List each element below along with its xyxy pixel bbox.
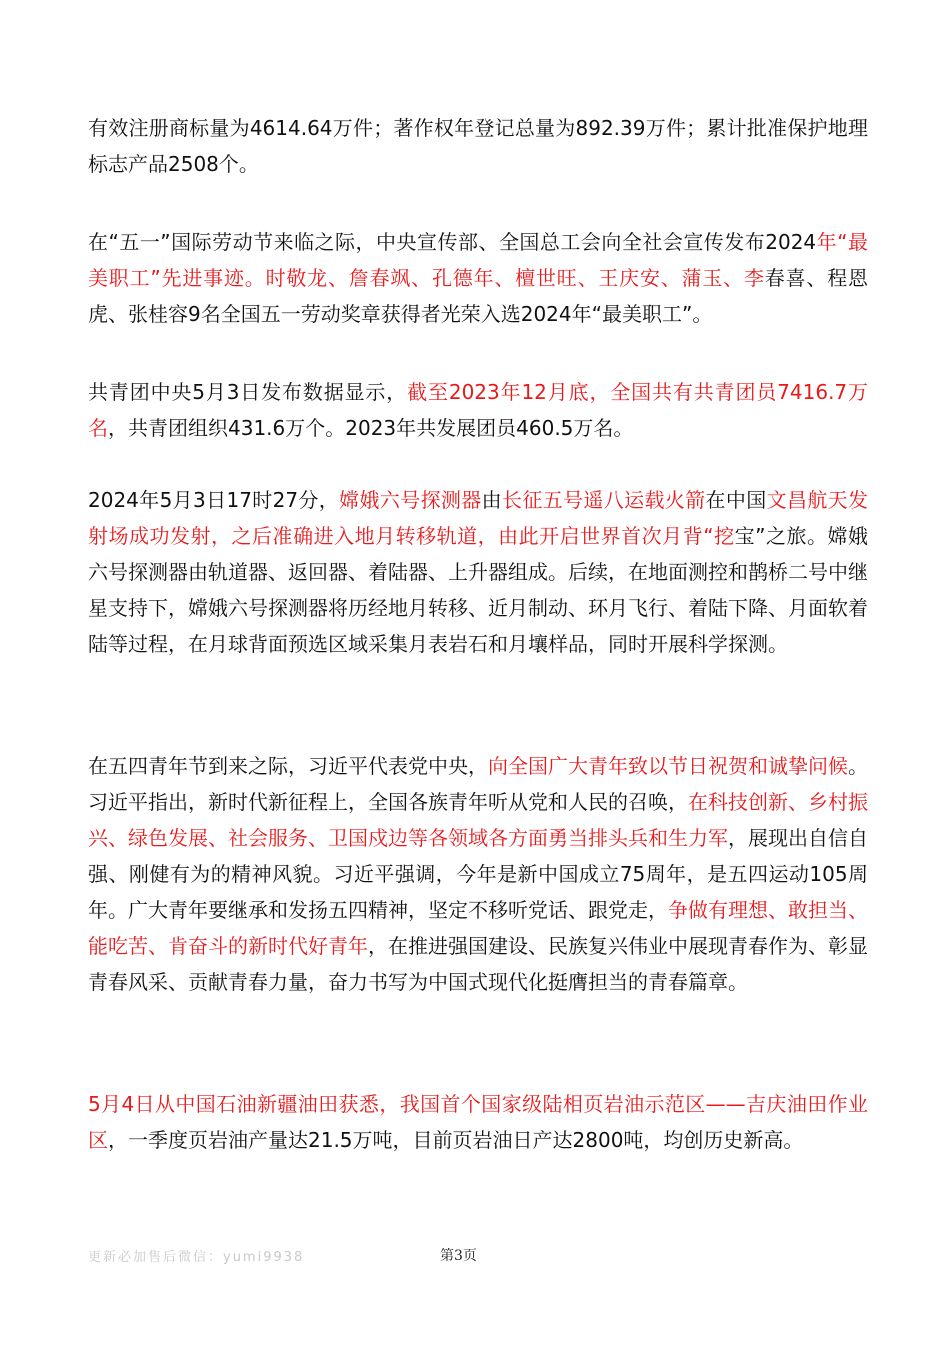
highlight-segment: 在科技创新、乡村振兴、绿色发展、社会服务、卫国戍边等各领域各方面勇当排头兵和生力军 <box>88 790 868 850</box>
paragraph-trademark-stats <box>88 110 868 182</box>
page-number: 第3页 <box>440 1248 477 1264</box>
highlight-segment: 嫦娥六号探测器 <box>339 488 482 512</box>
highlight-segment: 向全国广大青年致以节日祝贺和诚挚问候 <box>488 754 848 778</box>
paragraph-shale-oil <box>88 1086 868 1158</box>
text-segment: 春喜、程恩虎、张桂容9名全国五一劳动奖章获得者光荣入选2024年“最美职工”。 <box>88 266 868 326</box>
text-segment: 有效注册商标量为4614.64万件；著作权年登记总量为892.39万件；累计批准保护地理标志产品2508个。 <box>88 116 868 176</box>
paragraph-youth-league <box>88 374 868 446</box>
paragraph-change6-launch <box>88 482 868 662</box>
text-segment: ，共青团组织431.6万个。2023年共发展团员460.5万名。 <box>108 416 634 440</box>
text-segment: 。习近平指出，新时代新征程上，全国各族青年听从党和人民的召唤， <box>88 754 868 814</box>
text-segment: ，在推进强国建设、民族复兴伟业中展现青春作为、彰显青春风采、贡献青春力量，奋力书写为中国式现代化挺膺担当的青春篇章。 <box>88 934 868 994</box>
text-segment: 在“五一”国际劳动节来临之际，中央宣传部、全国总工会向全社会宣传发布2024 <box>88 230 817 254</box>
highlight-segment: 年“最美职工”先进事迹。时敬龙、詹春飒、孔德年、檀世旺、王庆安、蒲玉、李 <box>88 230 868 290</box>
text-segment: 2024年5月3日17时27分， <box>88 488 340 512</box>
text-segment: ，展现出自信自强、刚健有为的精神风貌。习近平强调，今年是新中国成立75周年，是五四运动105周年。广大青年要继承和发扬五四精神，坚定不移听党话、跟党走， <box>88 826 868 922</box>
highlight-segment: 文昌航天发射场成功发射，之后准确进入地月转移轨道，由此开启世界首次月背“挖 <box>88 488 869 548</box>
paragraph-youth-day <box>88 748 868 1000</box>
paragraph-best-workers <box>88 224 868 332</box>
text-segment: 共青团中央5月3日发布数据显示， <box>88 380 408 404</box>
text-segment: 由 <box>481 488 502 512</box>
highlight-segment: 长征五号遥八运载火箭 <box>502 488 706 512</box>
footer-watermark-note: 更新必加售后微信：yumi9938 <box>88 1250 305 1265</box>
text-segment: ，一季度页岩油产量达21.5万吨，目前页岩油日产达2800吨，均创历史新高。 <box>108 1128 804 1152</box>
text-segment: 在五四青年节到来之际，习近平代表党中央， <box>88 754 488 778</box>
text-segment: 在中国 <box>705 488 767 512</box>
highlight-segment: 截至2023年12月底，全国共有共青团员7416.7万名 <box>88 380 869 440</box>
highlight-segment: 争做有理想、敢担当、能吃苦、肯奋斗的新时代好青年 <box>88 898 868 958</box>
text-segment: 宝”之旅。嫦娥六号探测器由轨道器、返回器、着陆器、上升器组成。后续，在地面测控和鹊桥二号中继星支持下，嫦娥六号探测器将历经地月转移、近月制动、环月飞行、着陆下降、月面软着陆等过程，在月球背面预选区域采集月表岩石和月壤样品，同时开展科学探测。 <box>88 524 868 656</box>
highlight-segment: 5月4日从中国石油新疆油田获悉，我国首个国家级陆相页岩油示范区——吉庆油田作业区 <box>88 1092 868 1152</box>
